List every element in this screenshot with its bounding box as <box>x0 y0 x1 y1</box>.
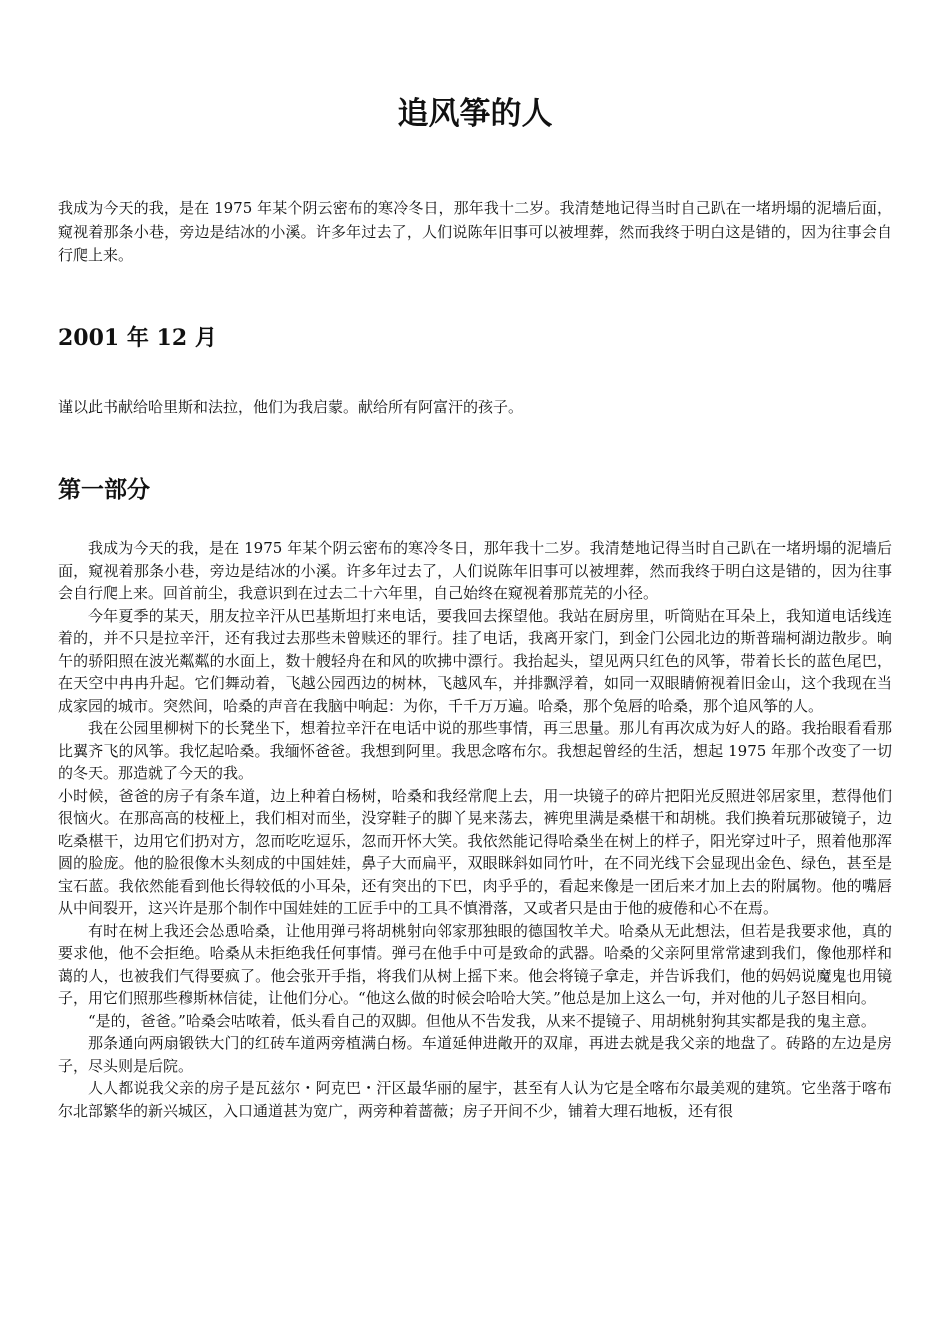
date-heading: 2001 年 12 月 <box>58 325 217 351</box>
body-paragraph: “是的，爸爸。”哈桑会咕哝着，低头看自己的双脚。但他从不告发我，从来不提镜子、用胡桃射狗其实都是我的鬼主意。 <box>88 1011 876 1030</box>
dedication-paragraph: 谨以此书献给哈里斯和法拉，他们为我启蒙。献给所有阿富汗的孩子。 <box>58 398 524 416</box>
body-paragraph: 人人都说我父亲的房子是瓦兹尔・阿克巴・汗区最华丽的屋宇，甚至有人认为它是全喀布尔最美观的建筑。它坐落于喀布尔北部繁华的新兴城区，入口通道甚为宽广，两旁种着蔷薇；房子开间不少，铺着大理石地板，还有很 <box>58 1079 892 1120</box>
body-paragraph: 那条通向两扇锻铁大门的红砖车道两旁植满白杨。车道延伸进敞开的双扉，再进去就是我父亲的地盘了。砖路的左边是房子，尽头则是后院。 <box>58 1034 892 1075</box>
part-heading: 第一部分 <box>58 476 150 503</box>
intro-paragraph: 我成为今天的我，是在 1975 年某个阴云密布的寒冷冬日，那年我十二岁。我清楚地记得当时自己趴在一堵坍塌的泥墙后面，窥视着那条小巷，旁边是结冰的小溪。许多年过去了，人们说陈年旧事可以被埋葬，然而我终于明白这是错的，因为往事会自行爬上来。 <box>58 199 892 264</box>
body-paragraph: 有时在树上我还会怂恿哈桑，让他用弹弓将胡桃射向邻家那独眼的德国牧羊犬。哈桑从无此想法，但若是我要求他，真的要求他，他不会拒绝。哈桑从未拒绝我任何事情。弹弓在他手中可是致命的武器。哈桑的父亲阿里常常逮到我们，像他那样和蔼的人，也被我们气得要疯了。他会张开手指，将我们从树上摇下来。他会将镜子拿走，并告诉我们，他的妈妈说魔鬼也用镜子，用它们照那些穆斯林信徒，让他们分心。“他这么做的时候会哈哈大笑。”他总是加上这么一句，并对他的儿子怒目相向。 <box>58 921 892 1007</box>
document-title: 追风筝的人 <box>397 96 553 132</box>
body-paragraph: 我在公园里柳树下的长凳坐下，想着拉辛汗在电话中说的那些事情，再三思量。那儿有再次成为好人的路。我抬眼看看那比翼齐飞的风筝。我忆起哈桑。我缅怀爸爸。我想到阿里。我思念喀布尔。我想起曾经的生活，想起 1975 年那个改变了一切的冬天。那造就了今天的我。 <box>58 719 892 782</box>
body-paragraph: 小时候，爸爸的房子有条车道，边上种着白杨树，哈桑和我经常爬上去，用一块镜子的碎片把阳光反照进邻居家里，惹得他们很恼火。在那高高的枝桠上，我们相对而坐，没穿鞋子的脚丫晃来荡去，裤兜里满是桑椹干和胡桃。我们换着玩那破镜子，边吃桑椹干，边用它们扔对方，忽而吃吃逗乐，忽而开怀大笑。我依然能记得哈桑坐在树上的样子，阳光穿过叶子，照着他那浑圆的脸庞。他的脸很像木头刻成的中国娃娃，鼻子大而扁平，双眼眯斜如同竹叶，在不同光线下会显现出金色、绿色，甚至是宝石蓝。我依然能看到他长得较低的小耳朵，还有突出的下巴，肉乎乎的，看起来像是一团后来才加上去的附属物。他的嘴唇从中间裂开，这兴许是那个制作中国娃娃的工匠手中的工具不慎滑落，又或者只是由于他的疲倦和心不在焉。 <box>58 786 892 917</box>
body-text <box>58 537 892 1122</box>
body-paragraph: 今年夏季的某天，朋友拉辛汗从巴基斯坦打来电话，要我回去探望他。我站在厨房里，听筒贴在耳朵上，我知道电话线连着的，并不只是拉辛汗，还有我过去那些未曾赎还的罪行。挂了电话，我离开家门，到金门公园北边的斯普瑞柯湖边散步。晌午的骄阳照在波光粼粼的水面上，数十艘轻舟在和风的吹拂中漂行。我抬起头，望见两只红色的风筝，带着长长的蓝色尾巴，在天空中冉冉升起。它们舞动着，飞越公园西边的树林，飞越风车，并排飘浮着，如同一双眼睛俯视着旧金山，这个我现在当成家园的城市。突然间，哈桑的声音在我脑中响起：为你，千千万万遍。哈桑，那个兔唇的哈桑，那个追风筝的人。 <box>58 606 892 715</box>
body-paragraph: 我成为今天的我，是在 1975 年某个阴云密布的寒冷冬日，那年我十二岁。我清楚地记得当时自己趴在一堵坍塌的泥墙后面，窥视着那条小巷，旁边是结冰的小溪。许多年过去了，人们说陈年旧事可以被埋葬，然而我终于明白这是错的，因为往事会自行爬上来。回首前尘，我意识到在过去二十六年里，自己始终在窥视着那荒芜的小径。 <box>58 539 892 602</box>
